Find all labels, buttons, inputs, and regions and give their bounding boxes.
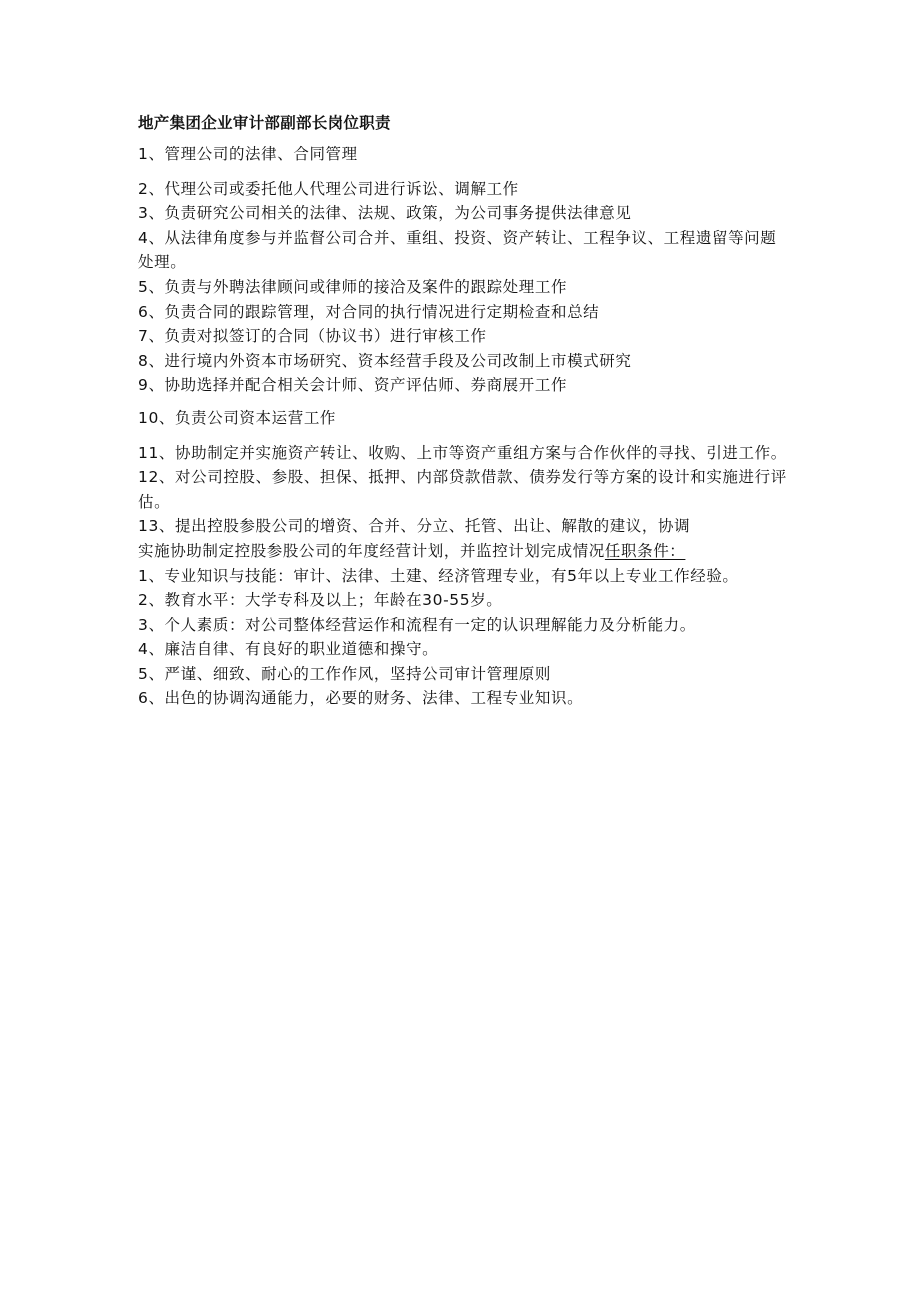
duty-item-13 (138, 539, 788, 564)
duty-item-13-line-1: 13、提出控股参股公司的增资、合并、分立、托管、出让、解散的建议，协调 (138, 517, 691, 536)
duty-item-3: 3、负责研究公司相关的法律、法规、政策，为公司事务提供法律意见 (138, 204, 632, 223)
duty-item-10: 10、负责公司资本运营工作 (138, 408, 337, 427)
duty-item-4: 4、从法律角度参与并监督公司合并、重组、投资、资产转让、工程争议、工程遗留等问题处理。 (138, 228, 777, 272)
duty-item-7: 7、负责对拟签订的合同（协议书）进行审核工作 (138, 327, 487, 346)
requirement-item-3: 3、个人素质：对公司整体经营运作和流程有一定的认识理解能力及分析能力。 (138, 615, 696, 634)
requirement-item-6: 6、出色的协调沟通能力，必要的财务、法律、工程专业知识。 (138, 689, 584, 708)
duty-item-2: 2、代理公司或委托他人代理公司进行诉讼、调解工作 (138, 179, 519, 198)
requirement-item-2: 2、教育水平：大学专科及以上；年龄在30-55岁。 (138, 591, 503, 610)
duty-item-12: 12、对公司控股、参股、担保、抵押、内部贷款借款、债券发行等方案的设计和实施进行评估。 (138, 468, 787, 511)
requirement-item-4: 4、廉洁自律、有良好的职业道德和操守。 (138, 640, 439, 659)
requirements-heading: 任职条件： (604, 541, 686, 560)
duty-item-8: 8、进行境内外资本市场研究、资本经营手段及公司改制上市模式研究 (138, 351, 632, 370)
document-body (138, 112, 788, 711)
duty-item-6: 6、负责合同的跟踪管理，对合同的执行情况进行定期检查和总结 (138, 302, 600, 321)
document-title: 地产集团企业审计部副部长岗位职责 (138, 114, 391, 132)
duty-item-9: 9、协助选择并配合相关会计师、资产评估师、券商展开工作 (138, 376, 568, 395)
duty-item-5: 5、负责与外聘法律顾问或律师的接洽及案件的跟踪处理工作 (138, 277, 568, 296)
duty-item-11: 11、协助制定并实施资产转让、收购、上市等资产重组方案与合作伙伴的寻找、引进工作。 (138, 443, 787, 462)
duty-item-13-line-2: 实施协助制定控股参股公司的年度经营计划，并监控计划完成情况 (138, 541, 605, 560)
requirement-item-1: 1、专业知识与技能：审计、法律、土建、经济管理专业，有5年以上专业工作经验。 (138, 566, 739, 585)
requirement-item-5: 5、严谨、细致、耐心的工作作风，坚持公司审计管理原则 (138, 664, 551, 683)
duty-item-1: 1、管理公司的法律、合同管理 (138, 145, 358, 163)
